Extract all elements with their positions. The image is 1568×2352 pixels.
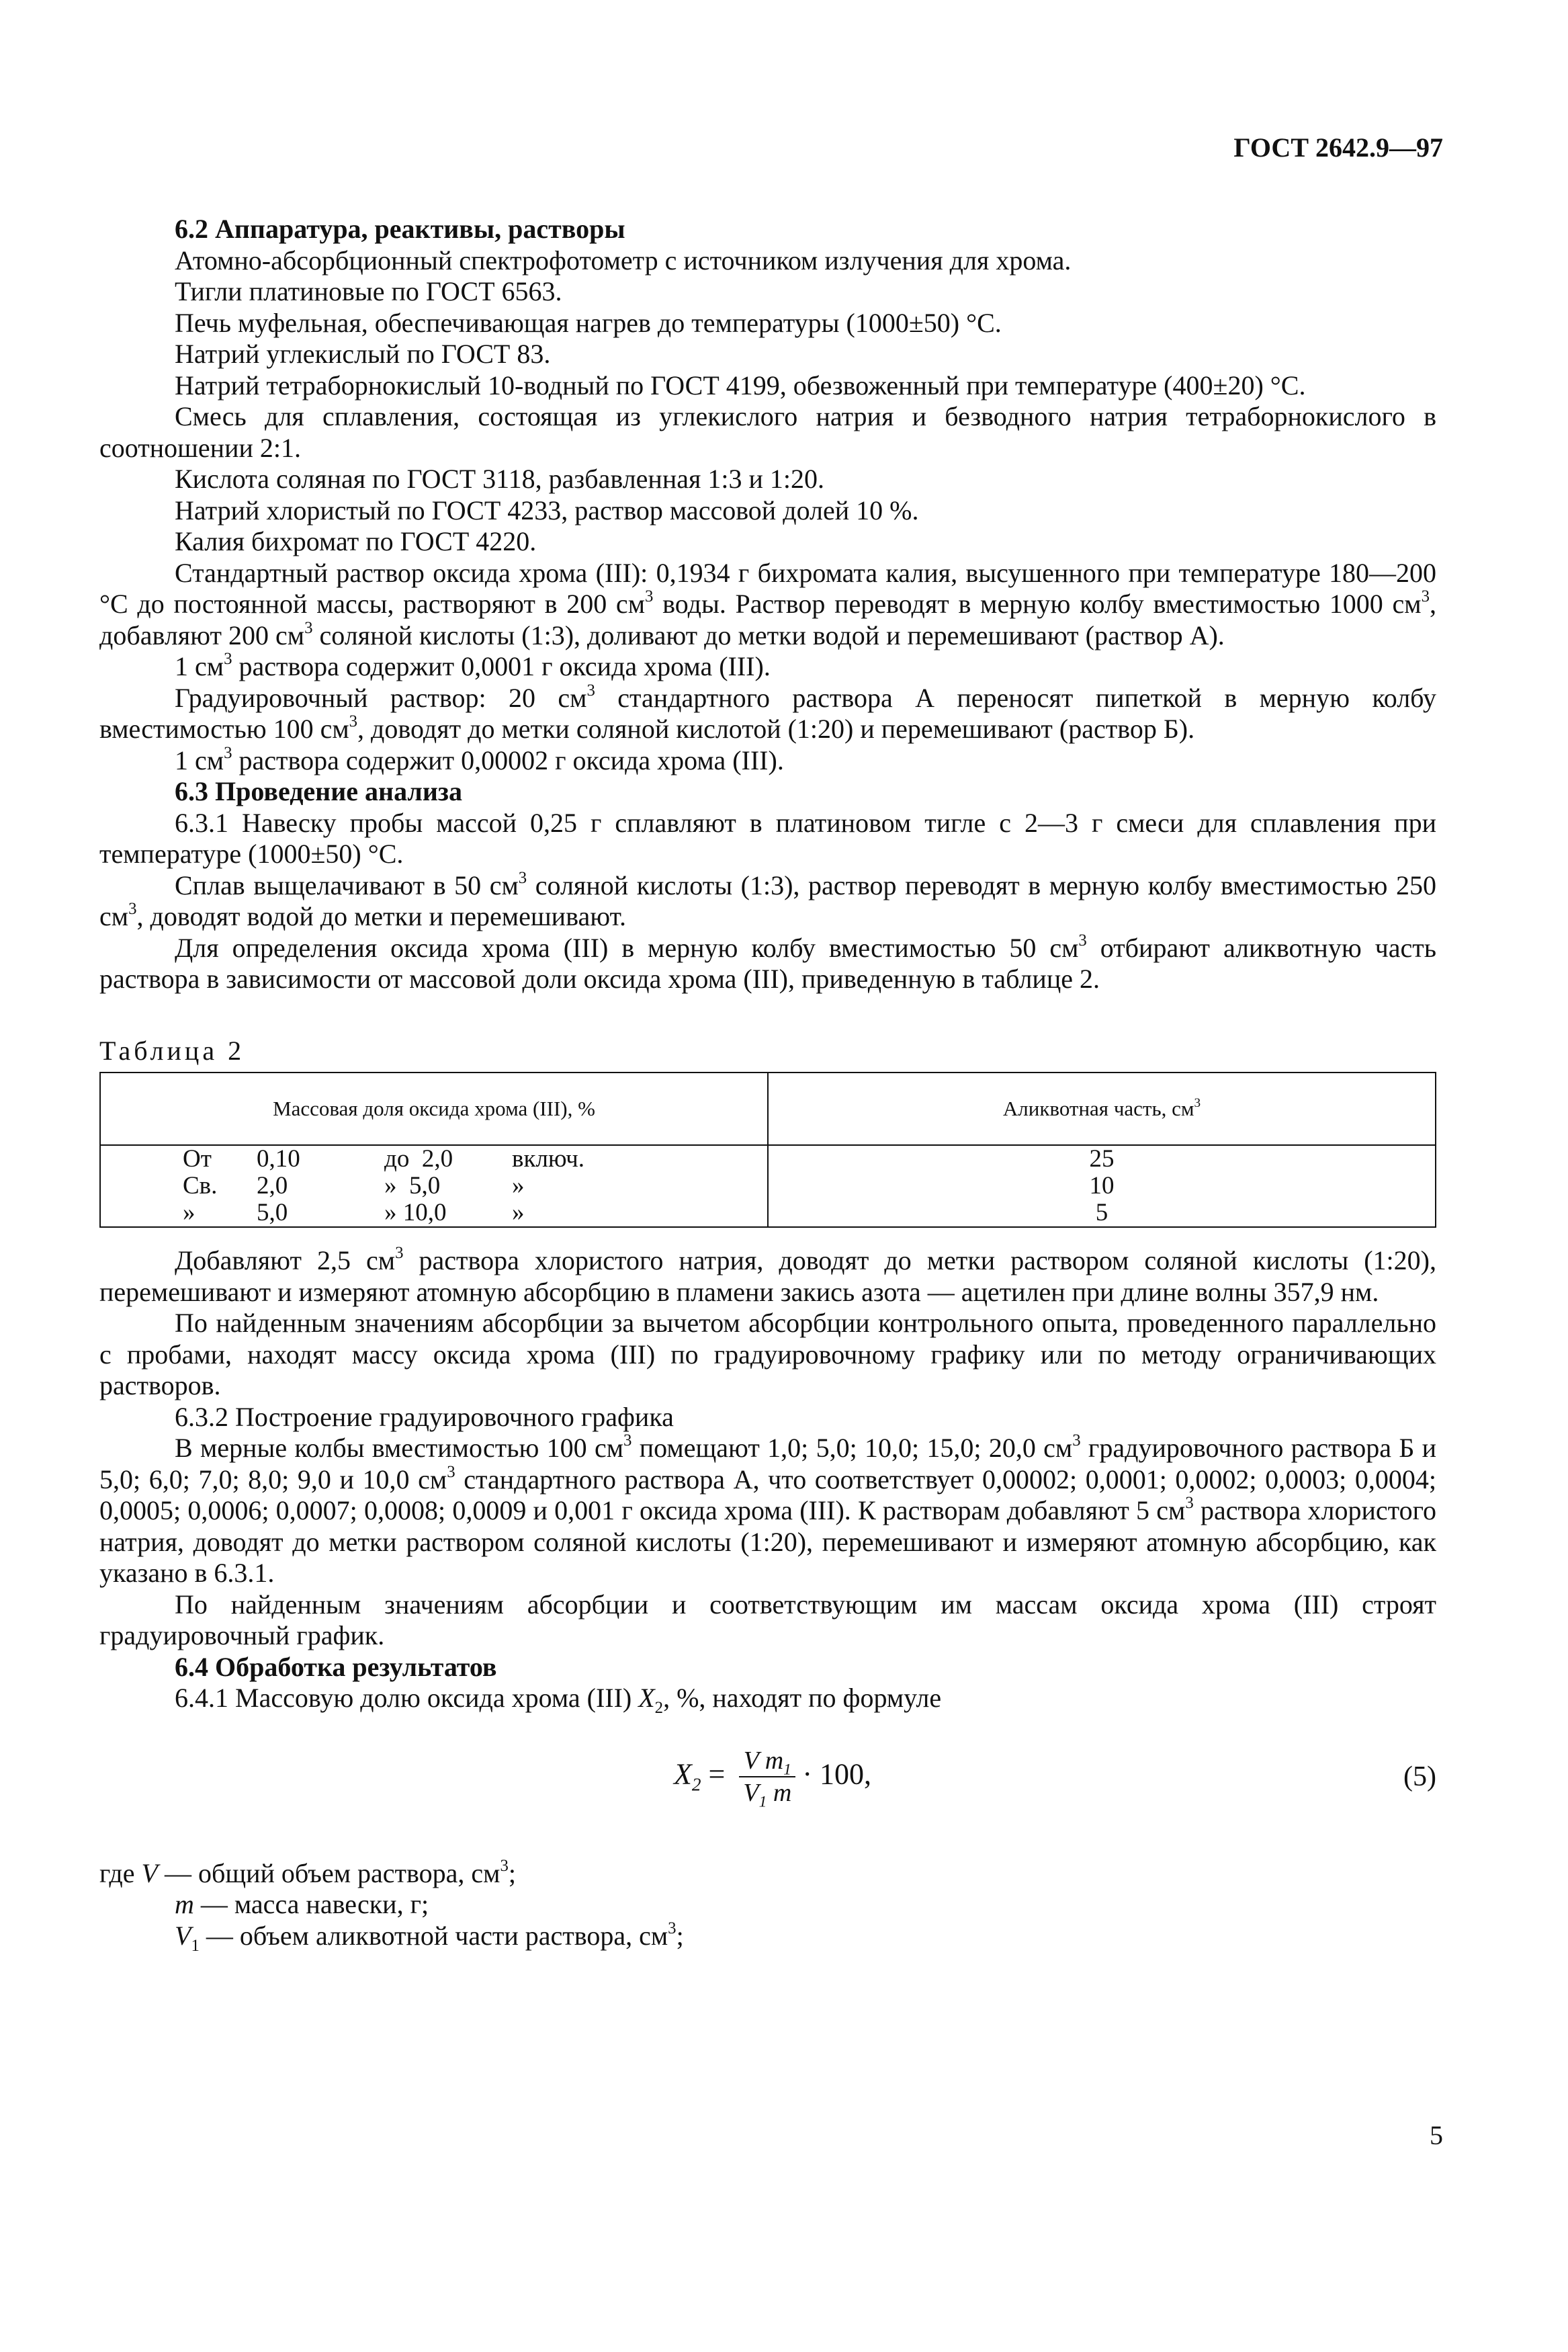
range-suffix: » [512, 1199, 525, 1226]
standard-code-header: ГОСТ 2642.9—97 [1233, 132, 1443, 163]
superscript: 3 [1185, 1494, 1194, 1513]
text: Для определения оксида хрома (III) в мерную колбу вместимостью 50 см [175, 932, 1079, 963]
paragraph-standard-solution [99, 558, 1436, 652]
equals-sign: = [701, 1757, 733, 1791]
superscript: 3 [224, 650, 232, 669]
formula-lhs: X [674, 1757, 692, 1791]
superscript: 3 [645, 587, 654, 606]
subscript: 1 [783, 1761, 791, 1779]
superscript: 3 [518, 868, 527, 887]
text: Сплав выщелачивают в 50 см [175, 870, 519, 900]
text: соляной кислоты (1:3), раствор переводят в мерную колбу вместимостью 250 см [99, 870, 1436, 931]
formula-5 [99, 1734, 1436, 1829]
table-header-mass-fraction: Массовая доля оксида хрома (III), % [100, 1073, 768, 1145]
superscript: 3 [224, 743, 232, 762]
fraction-numerator [739, 1745, 795, 1778]
text: соляной кислоты (1:3), доливают до метки водой и перемешивают (раствор А). [312, 620, 1225, 650]
variable-legend [99, 1856, 1436, 1955]
variable-symbol: m [175, 1889, 194, 1919]
paragraph: Кислота соляная по ГОСТ 3118, разбавленная 1:3 и 1:20. [175, 464, 825, 494]
table-caption: Таблица 2 [99, 1035, 245, 1066]
aliquot-table [99, 1072, 1436, 1228]
text: стандартного раствора А переносят пипеткой в мерную колбу вместимостью 100 см [99, 682, 1437, 744]
table-cell-aliquot: 5 [768, 1200, 1436, 1227]
section-heading-6-3: 6.3 Проведение анализа [175, 776, 462, 806]
fraction [739, 1745, 795, 1809]
paragraph: Атомно-абсорбционный спектрофотометр с источником излучения для хрома. [175, 245, 1072, 276]
paragraph: Натрий хлористый по ГОСТ 4233, раствор массовой долей 10 %. [175, 495, 919, 526]
range-to: до 2,0 [384, 1145, 453, 1173]
text: 1 см [175, 651, 224, 681]
range-to: » 10,0 [384, 1199, 447, 1226]
table-cell-range [100, 1200, 768, 1227]
superscript: 3 [1194, 1095, 1201, 1110]
text: где [99, 1857, 142, 1888]
text: 6.4.1 Массовую долю оксида хрома (III) [175, 1683, 639, 1713]
superscript: 3 [668, 1919, 677, 1937]
table-cell-aliquot: 10 [768, 1173, 1436, 1200]
subscript: 2 [654, 1699, 664, 1717]
superscript: 3 [1421, 587, 1430, 606]
paragraph [99, 1683, 1436, 1717]
text: Аликвотная часть, см [1002, 1097, 1194, 1120]
paragraph: Печь муфельная, обеспечивающая нагрев до температуры (1000±50) °С. [175, 307, 1002, 338]
text: воды. Раствор переводят в мерную колбу вместимостью 1000 см [653, 589, 1422, 619]
paragraph: По найденным значениям абсорбции и соответствующим им массам оксида хрома (III) строят градуировочный график. [99, 1589, 1436, 1650]
text: градуировочного раствора Б и 5,0; 6,0; 7,0; 8,0; 9,0 и 10,0 см [99, 1433, 1437, 1495]
text: — масса навески, г; [193, 1889, 429, 1919]
section-heading-6-4: 6.4 Обработка результатов [175, 1651, 497, 1682]
text: помещают 1,0; 5,0; 10,0; 15,0; 20,0 см [631, 1433, 1073, 1463]
superscript: 3 [623, 1431, 632, 1450]
superscript: 3 [1072, 1431, 1081, 1450]
document-body [99, 214, 1437, 1955]
paragraph [99, 870, 1436, 933]
text: V [743, 1779, 759, 1807]
paragraph: По найденным значениям абсорбции за вычетом абсорбции контрольного опыта, проведенного параллельно с пробами, находят массу оксида хрома (III) по градуировочному графику или по методу ограничивающих растворов. [99, 1308, 1436, 1400]
table-cell-aliquot: 25 [768, 1145, 1436, 1173]
page-number: 5 [1430, 2120, 1443, 2150]
table-cell-range [100, 1173, 768, 1200]
table-header-aliquot [768, 1073, 1436, 1145]
table-row [100, 1145, 1436, 1173]
variable-definition [99, 1919, 1436, 1955]
text: 1 см [175, 745, 224, 775]
superscript: 3 [500, 1856, 509, 1875]
text: раствора хлористого натрия, доводят до метки раствором соляной кислоты (1:20), перемешивают и измеряют атомную абсорбцию, как указано в 6.3.1. [99, 1495, 1436, 1588]
superscript: 3 [304, 618, 313, 637]
range-prefix: От [183, 1145, 212, 1173]
superscript: 3 [1078, 931, 1087, 950]
superscript: 3 [395, 1244, 404, 1263]
fraction-denominator [739, 1777, 795, 1809]
paragraph: Смесь для сплавления, состоящая из углекислого натрия и безводного натрия тетраборнокислого в соотношении 2:1. [99, 401, 1436, 463]
range-to: » 5,0 [384, 1172, 441, 1200]
text: , добавляют 200 см [99, 589, 1437, 650]
text: раствора содержит 0,0001 г оксида хрома (III). [232, 651, 771, 681]
subscript: 1 [758, 1793, 767, 1811]
text: m [767, 1779, 792, 1807]
subscript: 1 [191, 1936, 200, 1955]
subsection-heading-6-3-2: 6.3.2 Построение градуировочного графика [175, 1401, 674, 1432]
paragraph-calibration-procedure [99, 1433, 1436, 1589]
superscript: 3 [349, 712, 358, 731]
paragraph: Натрий тетраборнокислый 10-водный по ГОСТ 4199, обезвоженный при температуре (400±20) °С. [175, 370, 1306, 401]
range-from: 5,0 [257, 1199, 288, 1226]
text: ; [676, 1920, 684, 1951]
paragraph: Калия бихромат по ГОСТ 4220. [175, 526, 537, 556]
variable-symbol: V [141, 1857, 158, 1888]
text: раствора хлористого натрия, доводят до метки раствором соляной кислоты (1:20), перемешивают и измеряют атомную абсорбцию в пламени закись азота — ацетилен при длине волны 357,9 нм. [99, 1245, 1436, 1307]
paragraph [99, 745, 1436, 777]
text: стандартного раствора А, что соответствует 0,00002; 0,0001; 0,0002; 0,0003; 0,0004; 0,0005; 0,0006; 0,0007; 0,0008; 0,0009 и 0,001 г оксида хрома (III). К растворам добавляют 5 см [99, 1464, 1436, 1525]
range-from: 0,10 [257, 1145, 300, 1173]
text: Градуировочный раствор: 20 см [175, 682, 587, 713]
subscript: 2 [691, 1773, 701, 1794]
paragraph: Тигли платиновые по ГОСТ 6563. [175, 276, 562, 306]
formula-number: (5) [1403, 1761, 1436, 1792]
paragraph: Натрий углекислый по ГОСТ 83. [175, 339, 551, 369]
superscript: 3 [128, 900, 137, 919]
paragraph [99, 1245, 1436, 1308]
range-suffix: включ. [512, 1145, 585, 1173]
paragraph [99, 933, 1436, 995]
text: , доводят водой до метки и перемешивают. [136, 901, 627, 931]
variable-definition [99, 1889, 1436, 1921]
text: — объем аликвотной части раствора, см [199, 1920, 668, 1951]
text: раствора содержит 0,00002 г оксида хрома (III). [232, 745, 784, 775]
text: отбирают аликвотную часть раствора в зависимости от массовой доли оксида хрома (III), приведенную в таблице 2. [99, 932, 1436, 994]
variable-definition [99, 1858, 1436, 1890]
table-header-row [100, 1073, 1436, 1145]
range-prefix: Св. [183, 1172, 218, 1200]
text: , доводят до метки соляной кислотой (1:20) и перемешивают (раствор Б). [357, 714, 1195, 744]
formula-expression [674, 1745, 871, 1809]
range-suffix: » [512, 1172, 525, 1200]
formula-tail: · 100, [802, 1757, 871, 1791]
text: , %, находят по формуле [663, 1683, 942, 1713]
variable-x: X [638, 1683, 655, 1713]
table-row [100, 1200, 1436, 1227]
superscript: 3 [447, 1462, 455, 1481]
text: — общий объем раствора, см [157, 1857, 500, 1888]
range-from: 2,0 [257, 1172, 288, 1200]
table-cell-range [100, 1145, 768, 1173]
text: ; [508, 1857, 516, 1888]
text: Стандартный раствор оксида хрома (III): 0,1934 г бихромата калия, высушенного при температуре 180—200 °С до постоянной массы, растворяют в 200 см [99, 557, 1436, 619]
section-heading-6-2: 6.2 Аппаратура, реактивы, растворы [175, 214, 625, 244]
variable-symbol: V [175, 1920, 191, 1951]
text: V m [743, 1746, 784, 1775]
text: Добавляют 2,5 см [175, 1245, 396, 1275]
paragraph: 6.3.1 Навеску пробы массой 0,25 г сплавляют в платиновом тигле с 2—3 г смеси для сплавления при температуре (1000±50) °С. [99, 807, 1436, 869]
superscript: 3 [586, 681, 595, 700]
text: В мерные колбы вместимостью 100 см [175, 1433, 624, 1463]
table-row [100, 1173, 1436, 1200]
paragraph-calibration-solution [99, 683, 1436, 745]
range-prefix: » [183, 1199, 195, 1226]
paragraph [99, 651, 1436, 683]
